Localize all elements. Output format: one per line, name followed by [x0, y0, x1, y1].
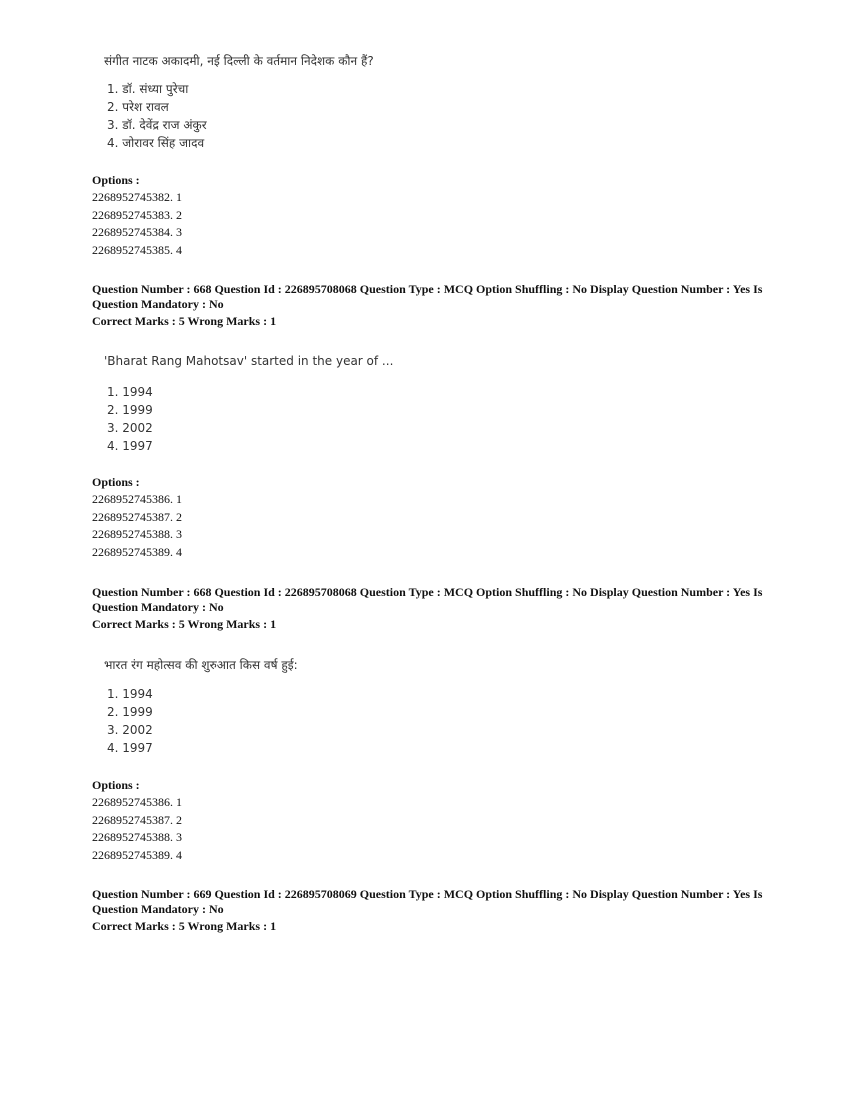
answer-choice: 1. 1994	[107, 687, 153, 701]
question-meta	[92, 585, 772, 632]
answer-choice: 4. 1997	[107, 741, 153, 755]
options-block	[92, 474, 182, 562]
option-id-line: 2268952745384. 3	[92, 225, 182, 240]
question-meta-line: Question Number : 668 Question Id : 226895708068 Question Type : MCQ Option Shuffling : No Display Question Number : Yes Is	[92, 585, 763, 599]
answer-choice: 4. 1997	[107, 439, 153, 453]
question-text-hindi-director: संगीत नाटक अकादमी, नई दिल्ली के वर्तमान निदेशक कौन हैं?	[104, 54, 374, 68]
question-mandatory: Question Mandatory : No	[92, 600, 224, 614]
question-meta	[92, 887, 772, 934]
option-id-line: 2268952745387. 2	[92, 509, 182, 524]
question-meta-line: Question Number : 668 Question Id : 226895708068 Question Type : MCQ Option Shuffling : No Display Question Number : Yes Is	[92, 282, 763, 296]
option-id-line: 2268952745383. 2	[92, 207, 182, 222]
option-id-line: 2268952745385. 4	[92, 243, 182, 258]
option-id-line: 2268952745389. 4	[92, 545, 182, 560]
answer-choice: 1. डॉ. संध्या पुरेचा	[107, 82, 189, 96]
answer-choice: 1. 1994	[107, 385, 153, 399]
answer-choice: 3. 2002	[107, 723, 153, 737]
answer-choices	[107, 685, 153, 757]
answer-choice: 3. 2002	[107, 421, 153, 435]
question-marks: Correct Marks : 5 Wrong Marks : 1	[92, 919, 277, 933]
question-meta-line: Question Number : 669 Question Id : 226895708069 Question Type : MCQ Option Shuffling : No Display Question Number : Yes Is	[92, 887, 763, 901]
answer-choice: 2. 1999	[107, 403, 153, 417]
answer-choice: 4. जोरावर सिंह जादव	[107, 136, 205, 150]
answer-choices	[107, 80, 207, 152]
answer-choice: 2. 1999	[107, 705, 153, 719]
options-title: Options :	[92, 778, 140, 792]
option-id-line: 2268952745386. 1	[92, 795, 182, 809]
question-marks: Correct Marks : 5 Wrong Marks : 1	[92, 314, 277, 328]
answer-choices	[107, 383, 153, 455]
question-text-english: 'Bharat Rang Mahotsav' started in the year of ...	[104, 354, 394, 368]
question-mandatory: Question Mandatory : No	[92, 902, 224, 916]
option-id-line: 2268952745382. 1	[92, 190, 182, 204]
option-id-line: 2268952745388. 3	[92, 830, 182, 845]
option-id-line: 2268952745388. 3	[92, 527, 182, 542]
question-text-hindi: भारत रंग महोत्सव की शुरुआत किस वर्ष हुई:	[104, 658, 298, 672]
options-block	[92, 172, 182, 260]
options-title: Options :	[92, 173, 140, 187]
option-id-line: 2268952745387. 2	[92, 812, 182, 827]
question-mandatory: Question Mandatory : No	[92, 297, 224, 311]
options-title: Options :	[92, 475, 140, 489]
question-marks: Correct Marks : 5 Wrong Marks : 1	[92, 617, 277, 631]
question-meta	[92, 282, 772, 329]
options-block	[92, 777, 182, 865]
answer-choice: 3. डॉ. देवेंद्र राज अंकुर	[107, 118, 207, 132]
answer-choice: 2. परेश रावल	[107, 100, 169, 114]
option-id-line: 2268952745386. 1	[92, 492, 182, 506]
option-id-line: 2268952745389. 4	[92, 848, 182, 863]
